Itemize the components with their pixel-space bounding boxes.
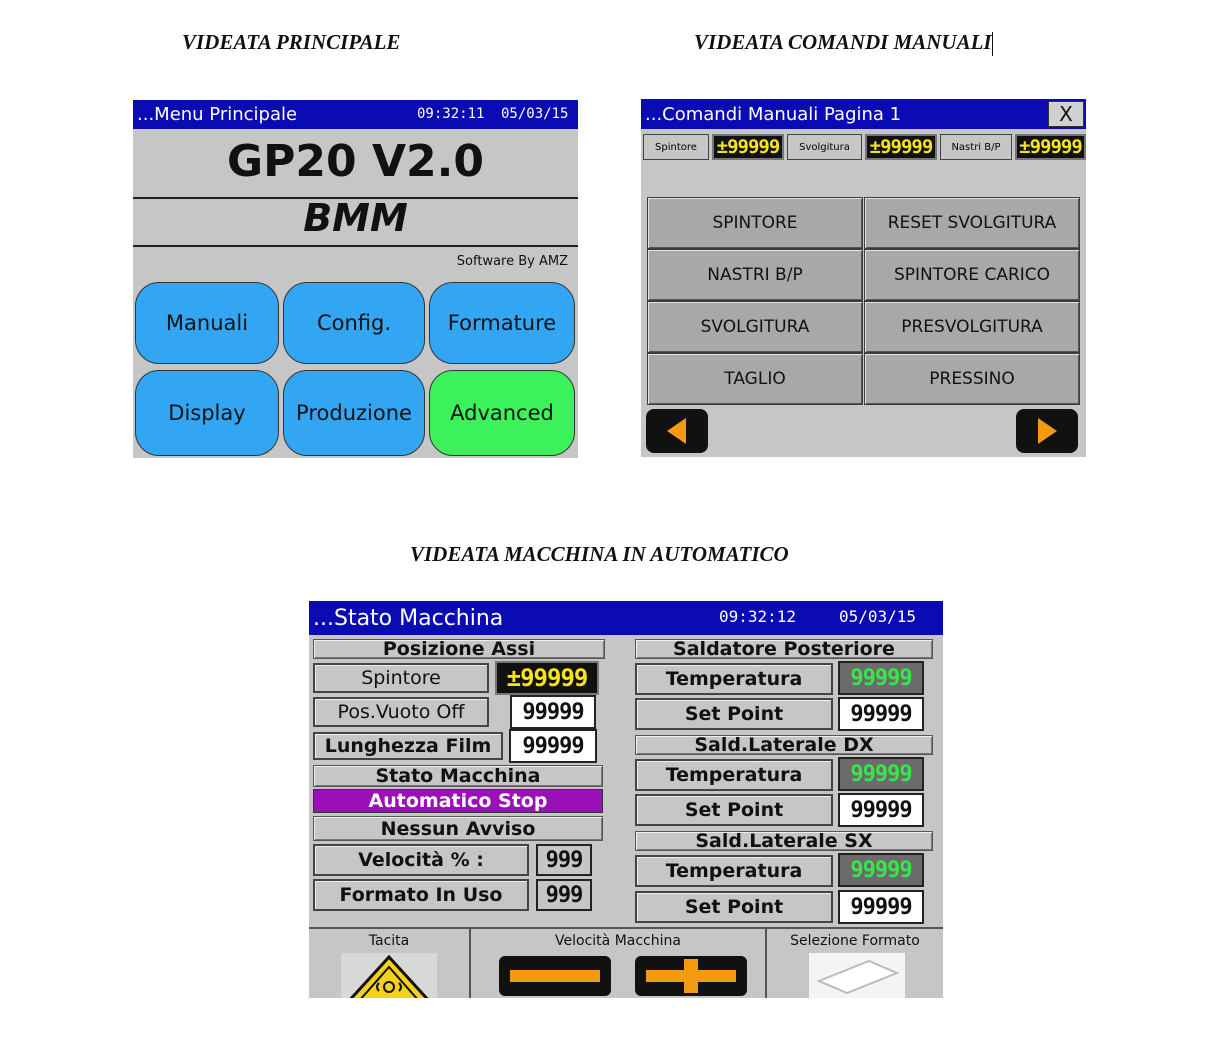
sx-temperatura-label: Temperatura [635, 855, 833, 887]
divider [133, 245, 578, 247]
lunghezza-film-label: Lunghezza Film [313, 732, 503, 760]
format-card-icon [809, 953, 905, 998]
velocita-value: 999 [536, 844, 592, 876]
plus-icon [646, 959, 736, 993]
axis-label-nastri: Nastri B/P [940, 134, 1012, 160]
heading-manual-text: VIDEATA COMANDI MANUALI [694, 30, 992, 54]
tacita-label: Tacita [368, 933, 410, 949]
axis-value-nastri: ±99999 [1015, 134, 1086, 160]
formato-value: 999 [536, 879, 592, 911]
axis-value-svolgitura: ±99999 [865, 134, 937, 160]
axis-value-spintore: ±99999 [712, 134, 784, 160]
machine-status-screen [309, 601, 943, 998]
selezione-formato-button[interactable] [809, 953, 905, 998]
status-date: 05/03/15 [839, 607, 917, 626]
tacita-button[interactable] [341, 953, 437, 998]
status-title-bar [309, 601, 943, 635]
main-time: 09:32:11 [417, 106, 485, 122]
pressino-button[interactable]: PRESSINO [864, 353, 1080, 405]
sx-temperatura-value: 99999 [838, 853, 924, 887]
text-cursor [992, 32, 993, 56]
dx-setpoint-value: 99999 [838, 793, 924, 827]
axis-label-svolgitura: Svolgitura [787, 134, 862, 160]
pos-vuoto-value: 99999 [510, 695, 596, 729]
alarm-message: Nessun Avviso [313, 816, 603, 841]
main-title-bar [133, 100, 578, 129]
reset-svolgitura-button[interactable]: RESET SVOLGITURA [864, 197, 1080, 249]
minus-icon [510, 966, 600, 986]
product-title: GP20 V2.0 [227, 136, 484, 187]
lunghezza-film-value: 99999 [509, 729, 597, 763]
pos-vuoto-label: Pos.Vuoto Off [313, 697, 489, 727]
main-date: 05/03/15 [501, 106, 569, 122]
saldatore-dx-header: Sald.Laterale DX [635, 735, 933, 755]
velocita-macchina-label: Velocità Macchina [555, 933, 681, 949]
velocita-label: Velocità % : [313, 844, 529, 876]
dx-setpoint-label: Set Point [635, 794, 833, 826]
post-temperatura-label: Temperatura [635, 663, 833, 695]
brand-title: BMM [303, 196, 408, 240]
produzione-button[interactable]: Produzione [283, 370, 425, 456]
posizione-assi-header: Posizione Assi [313, 639, 605, 659]
presvolgitura-button[interactable]: PRESVOLGITURA [864, 301, 1080, 353]
saldatore-posteriore-header: Saldatore Posteriore [635, 639, 933, 659]
dx-temperatura-value: 99999 [838, 757, 924, 791]
right-arrow-icon [1034, 416, 1060, 446]
formature-button[interactable]: Formature [429, 282, 575, 364]
next-page-button[interactable] [1016, 409, 1078, 453]
post-setpoint-label: Set Point [635, 698, 833, 730]
manual-title-bar [641, 99, 1086, 129]
nastri-bp-button[interactable]: NASTRI B/P [647, 249, 863, 301]
stato-macchina-header: Stato Macchina [313, 765, 603, 787]
manual-title: ...Comandi Manuali Pagina 1 [645, 104, 902, 125]
saldatore-sx-header: Sald.Laterale SX [635, 831, 933, 851]
spintore-label: Spintore [313, 663, 489, 693]
advanced-button[interactable]: Advanced [429, 370, 575, 456]
display-button[interactable]: Display [135, 370, 279, 456]
heading-manual-screen [694, 30, 993, 56]
selezione-formato-label: Selezione Formato [790, 933, 920, 949]
status-title: ...Stato Macchina [313, 606, 504, 631]
left-arrow-icon [664, 416, 690, 446]
increase-speed-button[interactable] [635, 956, 747, 996]
config-button[interactable]: Config. [283, 282, 425, 364]
credit-text: Software By AMZ [456, 254, 568, 269]
dx-temperatura-label: Temperatura [635, 759, 833, 791]
taglio-button[interactable]: TAGLIO [647, 353, 863, 405]
main-title: ...Menu Principale [137, 104, 298, 125]
decrease-speed-button[interactable] [499, 956, 611, 996]
svolgitura-button[interactable]: SVOLGITURA [647, 301, 863, 353]
heading-main-screen: VIDEATA PRINCIPALE [182, 30, 401, 54]
main-menu-screen [133, 100, 578, 458]
status-badge: Automatico Stop [313, 789, 603, 813]
post-setpoint-value: 99999 [838, 697, 924, 731]
warning-sign-icon [341, 953, 437, 998]
manuali-button[interactable]: Manuali [135, 282, 279, 364]
spintore-command-button[interactable]: SPINTORE [647, 197, 863, 249]
post-temperatura-value: 99999 [838, 661, 924, 695]
status-time: 09:32:12 [719, 607, 797, 626]
sx-setpoint-value: 99999 [838, 890, 924, 924]
spintore-value: ±99999 [495, 661, 599, 695]
manual-commands-screen [641, 99, 1086, 457]
spintore-carico-button[interactable]: SPINTORE CARICO [864, 249, 1080, 301]
divider [309, 927, 943, 929]
sx-setpoint-label: Set Point [635, 891, 833, 923]
axis-label-spintore: Spintore [643, 134, 709, 160]
close-button[interactable]: X [1048, 101, 1084, 127]
formato-label: Formato In Uso [313, 879, 529, 911]
heading-auto-screen: VIDEATA MACCHINA IN AUTOMATICO [410, 542, 789, 566]
previous-page-button[interactable] [646, 409, 708, 453]
